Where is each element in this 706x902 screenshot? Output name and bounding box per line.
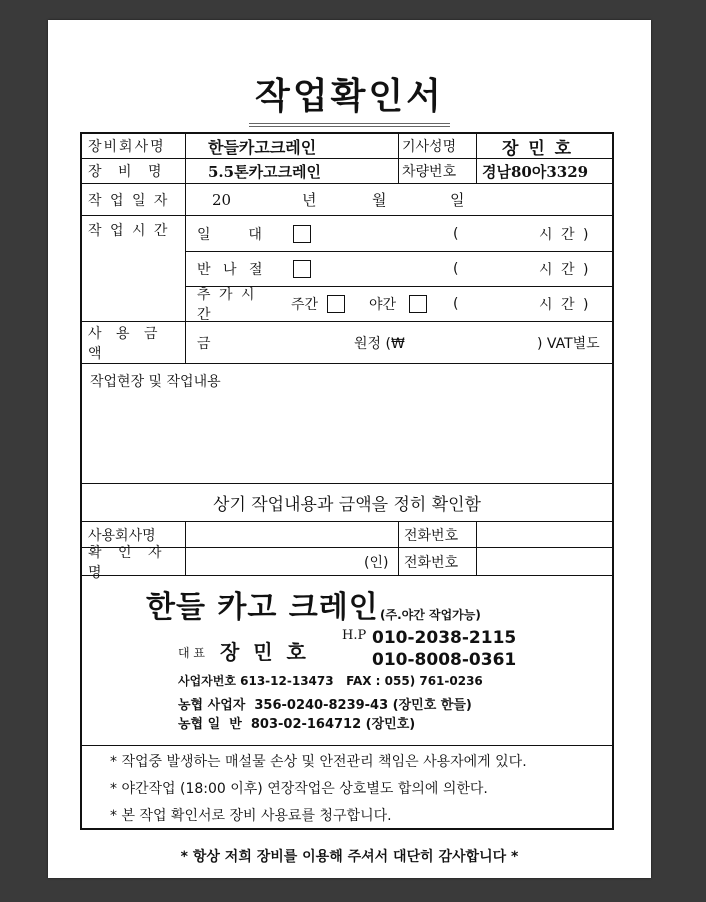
equipment-row	[82, 159, 612, 184]
user-company-label: 사용회사명	[88, 527, 156, 544]
phone-label-1: 전화번호	[404, 527, 459, 544]
date-row	[82, 184, 612, 216]
document-title: 작업확인서	[48, 68, 651, 127]
confirmer-row	[82, 544, 612, 581]
extra-time	[185, 286, 612, 322]
extra-night-label: 야간	[369, 297, 397, 313]
amount-middle: 원정 (₩	[354, 335, 405, 352]
company-row	[82, 134, 612, 159]
confirmer-label: 확 인 자 명	[88, 544, 168, 581]
time-label: 작 업 시 간	[88, 223, 170, 239]
time-option-1-paren: (	[453, 225, 459, 242]
time-option-2	[185, 251, 612, 287]
time-option-1	[185, 216, 612, 252]
notice-2: * 야간작업 (18:00 이후) 연장작업은 상호별도 합의에 의한다.	[110, 781, 488, 797]
vehicle-label: 차량번호	[402, 164, 457, 180]
date-month-unit: 월	[372, 191, 387, 209]
confirm-text: 상기 작업내용과 금액을 정히 확인함	[213, 495, 481, 515]
extra-night-checkbox[interactable]	[409, 295, 427, 313]
business-number: 사업자번호 613-12-13473 FAX : 055) 761-0236	[178, 674, 483, 688]
phone-2: 010-8008-0361	[372, 650, 517, 670]
amount-row	[82, 322, 612, 364]
company-label: 장비회사명	[88, 139, 166, 155]
extra-paren: (	[453, 296, 459, 312]
extra-unit: 시 간 )	[539, 297, 591, 313]
date-year-unit: 년	[302, 191, 317, 209]
notice-1: * 작업중 발생하는 매설물 손상 및 안전관리 책임은 사용자에게 있다.	[110, 754, 527, 770]
amount-suffix: ) VAT별도	[537, 335, 600, 352]
phone-label-2: 전화번호	[404, 554, 459, 571]
vehicle-value: 경남80아3329	[482, 162, 589, 181]
bank-account-2: 농협 일 반 803-02-164712 (장민호)	[178, 717, 416, 732]
work-content-row	[82, 364, 612, 484]
time-option-2-checkbox[interactable]	[293, 260, 311, 278]
time-option-2-label: 반 나 절	[197, 261, 267, 278]
work-content-label: 작업현장 및 작업내용	[90, 374, 221, 390]
equipment-value: 5.5톤카고크레인	[208, 162, 322, 181]
extra-day-label: 주간	[291, 297, 319, 313]
date-label: 작 업 일 자	[88, 192, 170, 209]
driver-value: 장 민 호	[502, 138, 574, 159]
confirm-row	[82, 484, 612, 522]
hp-label: H.P	[342, 628, 367, 643]
extra-time-label: 추 가 시 간	[197, 287, 257, 323]
date-day-unit: 일	[450, 191, 465, 209]
extra-day-checkbox[interactable]	[327, 295, 345, 313]
driver-label: 기사성명	[402, 139, 457, 155]
bank-account-1: 농협 사업자 356-0240-8239-43 (장민호 한들)	[178, 698, 472, 713]
seal-mark: (인)	[364, 554, 389, 571]
time-option-1-label: 일 대	[197, 226, 266, 243]
rep-name: 장 민 호	[220, 640, 306, 664]
time-option-2-paren: (	[453, 260, 459, 277]
time-option-1-checkbox[interactable]	[293, 225, 311, 243]
company-note: (주.야간 작업가능)	[380, 608, 481, 622]
phone-1: 010-2038-2115	[372, 628, 517, 648]
amount-prefix: 금	[197, 335, 211, 352]
company-value: 한들카고크레인	[208, 137, 317, 157]
company-name: 한들 카고 크레인	[146, 590, 379, 625]
time-option-1-unit: 시 간 )	[539, 226, 591, 243]
document-page	[48, 20, 651, 878]
date-year: 20	[212, 190, 232, 209]
footer-thanks: * 항상 저희 장비를 이용해 주셔서 대단히 감사합니다 *	[180, 849, 519, 865]
amount-label: 사 용 금 액	[88, 325, 163, 362]
time-option-2-unit: 시 간 )	[539, 261, 591, 278]
equipment-label: 장 비 명	[88, 164, 168, 180]
rep-label: 대 표	[178, 646, 205, 660]
notice-3: * 본 작업 확인서로 장비 사용료를 청구합니다.	[110, 808, 392, 824]
time-row	[82, 216, 612, 322]
